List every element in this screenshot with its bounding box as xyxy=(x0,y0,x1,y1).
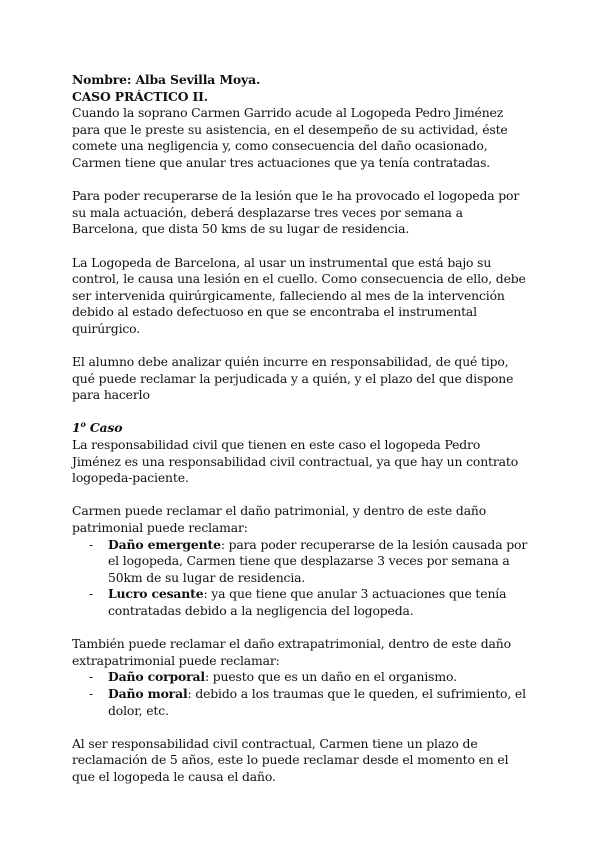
list-item: - Daño corporal: puesto que es un daño en el organismo. xyxy=(89,669,457,685)
term-dano-emergente: Daño emergente xyxy=(108,536,221,552)
dash-bullet: - xyxy=(89,536,94,552)
list-item: - Daño emergente: para poder recuperarse de la lesión causada por el logopeda, Carmen tiene que desplazarse 3 veces por semana a 50km de su lugar de residencia. xyxy=(89,536,528,585)
author-name: Nombre: Alba Sevilla Moya. xyxy=(72,72,261,87)
term-dano-moral: Daño moral xyxy=(108,685,188,701)
statement-paragraph-1: Cuando la soprano Carmen Garrido acude al Logopeda Pedro Jiménez para que le preste su asistencia, en el desempeño de su actividad, éste comete una negligencia y, como consecuencia del daño ocasionado, Carmen tiene que anular tres actuaciones que ya tenía contratadas. xyxy=(72,105,508,170)
dash-bullet: - xyxy=(89,669,94,685)
list-item: - Lucro cesante: ya que tiene que anular 3 actuaciones que tenía contratadas debido a la negligencia del logopeda. xyxy=(89,586,507,618)
extrapatrimonial-list xyxy=(72,669,530,719)
patrimonial-list xyxy=(72,537,530,620)
patrimonial-list-wrap xyxy=(72,537,530,620)
dash-bullet: - xyxy=(89,586,94,602)
dash-bullet: - xyxy=(89,685,94,701)
conclusion-paragraph: Al ser responsabilidad civil contractual, Carmen tiene un plazo de reclamación de 5 años, este lo puede reclamar desde el momento en el que el logopeda le causa el daño. xyxy=(72,735,509,784)
extrapatrimonial-intro: También puede reclamar el daño extrapatrimonial, dentro de este daño extrapatrimonial puede reclamar: xyxy=(72,636,511,668)
statement-paragraph-3: La Logopeda de Barcelona, al usar un instrumental que está bajo su control, le causa una lesión en el cuello. Como consecuencia de ello, debe ser intervenida quirúrgicamente, falleciendo al mes de la intervención debido al estado defectuoso en que se encontraba el instrumental quirúrgico. xyxy=(72,254,526,336)
list-item: - Daño moral: debido a los traumas que le queden, el sufrimiento, el dolor, etc. xyxy=(89,685,526,718)
patrimonial-intro: Carmen puede reclamar el daño patrimonial, y dentro de este daño patrimonial puede reclamar: xyxy=(72,503,487,536)
statement-paragraph-2: Para poder recuperarse de la lesión que le ha provocado el logopeda por su mala actuación, deberá desplazarse tres veces por semana a Barcelona, que dista 50 kms de su lugar de residencia. xyxy=(72,188,520,237)
case1-intro: La responsabilidad civil que tienen en este caso el logopeda Pedro Jiménez es una responsabilidad civil contractual, ya que hay un contrato logopeda-paciente. xyxy=(72,437,519,486)
section-title-case-1: 1$^o$ Caso xyxy=(72,419,123,436)
term-lucro-cesante: Lucro cesante xyxy=(108,586,204,602)
term-dano-corporal: Daño corporal xyxy=(108,669,205,685)
case-title: CASO PRÁCTICO II. xyxy=(72,88,208,104)
statement-paragraph-4: El alumno debe analizar quién incurre en responsabilidad, de qué tipo, qué puede reclamar la perjudicada y a quién, y el plazo del que dispone para hacerlo xyxy=(72,354,514,403)
extrapatrimonial-list-wrap xyxy=(72,669,530,719)
